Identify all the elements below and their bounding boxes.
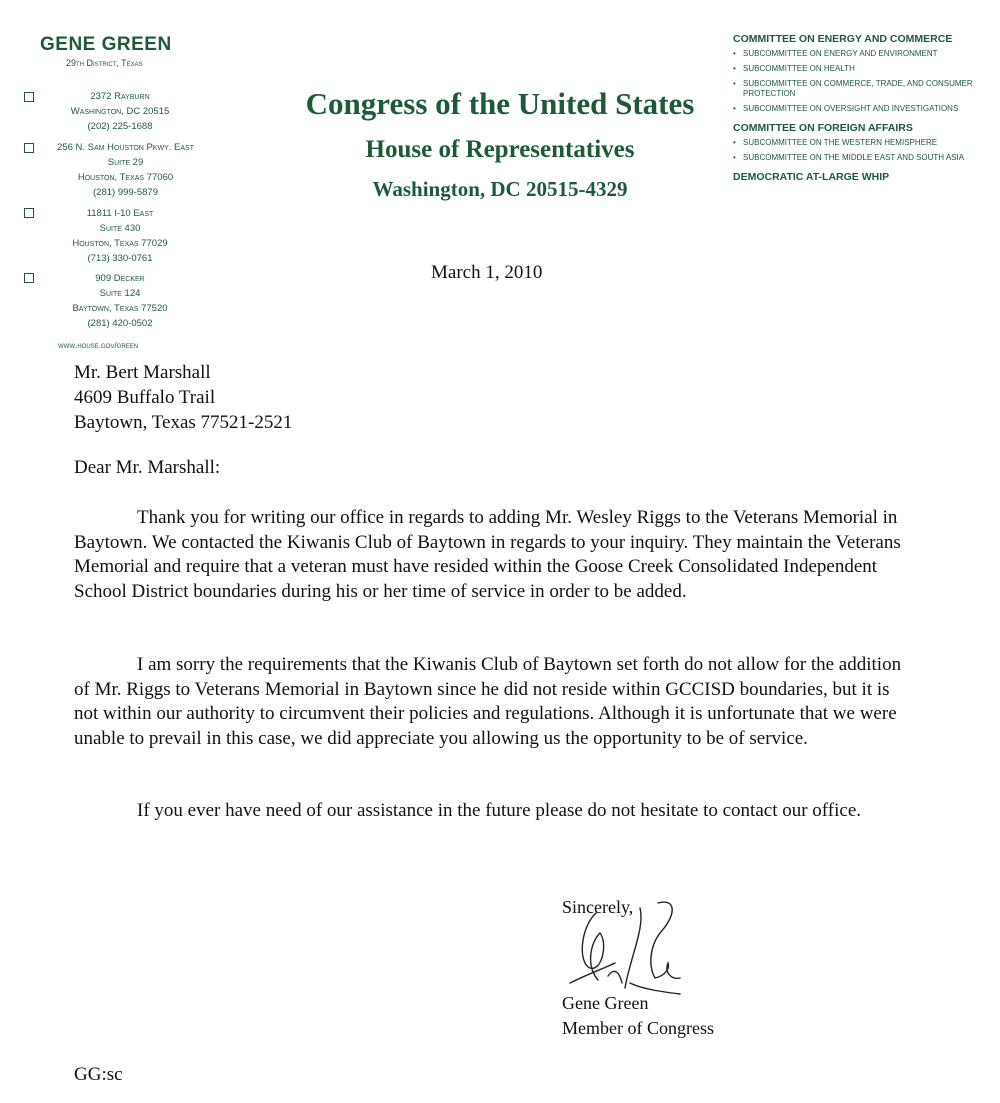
address-line: Mr. Bert Marshall (74, 362, 211, 383)
subcommittee: • SUBCOMMITTEE ON HEALTH (733, 64, 993, 74)
committee-title: COMMITTEE ON ENERGY AND COMMERCE (733, 33, 953, 45)
paragraph-1: Thank you for writing our office in regards to adding Mr. Wesley Riggs to the Veterans Memorial in Baytown. We contacted the Kiwanis Club of Baytown in regards to your inquiry. They maintain the Veterans Memorial and require that a veteran must have resided within the Goose Creek Consolidated Independent School District boundaries during his or her time of service in order to be added. (74, 507, 901, 602)
subcommittee: • SUBCOMMITTEE ON OVERSIGHT AND INVESTIGATIONS (733, 104, 993, 114)
closing: Sincerely, (562, 897, 634, 917)
congress-heading: Congress of the United States (305, 86, 695, 121)
signer-name: Gene Green (562, 993, 649, 1013)
subcommittee: • SUBCOMMITTEE ON COMMERCE, TRADE, AND CONSUMER PROTECTION (733, 79, 993, 99)
signer-title: Member of Congress (562, 1018, 714, 1038)
office-line: 2372 Rayburn (90, 91, 150, 102)
office-line: Houston, Texas 77029 (72, 238, 168, 249)
typist-initials: GG:sc (74, 1064, 123, 1085)
subcommittee: • SUBCOMMITTEE ON ENERGY AND ENVIRONMENT (733, 49, 993, 59)
district-label: 29th District, Texas (66, 58, 143, 68)
office-line: (713) 330-0761 (87, 253, 153, 264)
office-houston-north (44, 140, 207, 200)
office-line: 909 Decker (95, 273, 145, 284)
house-heading: House of Representatives (365, 136, 635, 163)
signature-image (560, 888, 700, 1008)
address-line: 4609 Buffalo Trail (74, 387, 216, 408)
office-line: (202) 225-1688 (87, 121, 153, 132)
office-baytown (60, 271, 180, 331)
office-line: Houston, Texas 77060 (77, 172, 174, 183)
washington-heading: Washington, DC 20515-4329 (372, 177, 628, 201)
office-line: 11811 I-10 East (86, 208, 154, 219)
office-checkbox-2[interactable] (24, 143, 34, 153)
paragraph-2: I am sorry the requirements that the Kiwanis Club of Baytown set forth do not allow for the addition of Mr. Riggs to Veterans Memorial in Baytown since he did not reside within GCCISD boundaries, but it is not within our authority to circumvent their policies and regulations. Although it is unfortunate that we were unable to prevail in this case, we did appreciate you allowing us the opportunity to be of service. (74, 654, 902, 749)
address-line: Baytown, Texas 77521-2521 (74, 412, 293, 433)
office-checkbox-3[interactable] (24, 208, 34, 218)
congressman-name: GENE GREEN (40, 34, 172, 55)
office-houston-east (60, 206, 180, 266)
office-line: (281) 999-5879 (93, 187, 158, 198)
office-line: Baytown, Texas 77520 (72, 303, 168, 314)
website-link[interactable]: www.house.gov/green (58, 340, 139, 350)
committee-list (733, 33, 993, 187)
salutation: Dear Mr. Marshall: (74, 457, 221, 478)
office-line: Suite 124 (99, 288, 141, 299)
recipient-address (74, 360, 292, 435)
subcommittee: • SUBCOMMITTEE ON THE MIDDLE EAST AND SOUTH ASIA (733, 153, 993, 163)
office-line: Suite 430 (99, 223, 141, 234)
paragraph-3: If you ever have need of our assistance in the future please do not hesitate to contact our office. (137, 800, 862, 821)
office-line: 256 N. Sam Houston Pkwy. East (57, 142, 194, 153)
office-checkbox-4[interactable] (24, 273, 34, 283)
office-line: (281) 420-0502 (87, 318, 153, 329)
committee-title: COMMITTEE ON FOREIGN AFFAIRS (733, 122, 913, 134)
office-line: Suite 29 (107, 157, 144, 168)
office-checkbox-1[interactable] (24, 92, 34, 102)
office-line: Washington, DC 20515 (70, 106, 170, 117)
whip-title: DEMOCRATIC AT-LARGE WHIP (733, 171, 890, 183)
letter-date: March 1, 2010 (431, 262, 543, 283)
office-washington (60, 89, 180, 134)
subcommittee: • SUBCOMMITTEE ON THE WESTERN HEMISPHERE (733, 138, 993, 148)
